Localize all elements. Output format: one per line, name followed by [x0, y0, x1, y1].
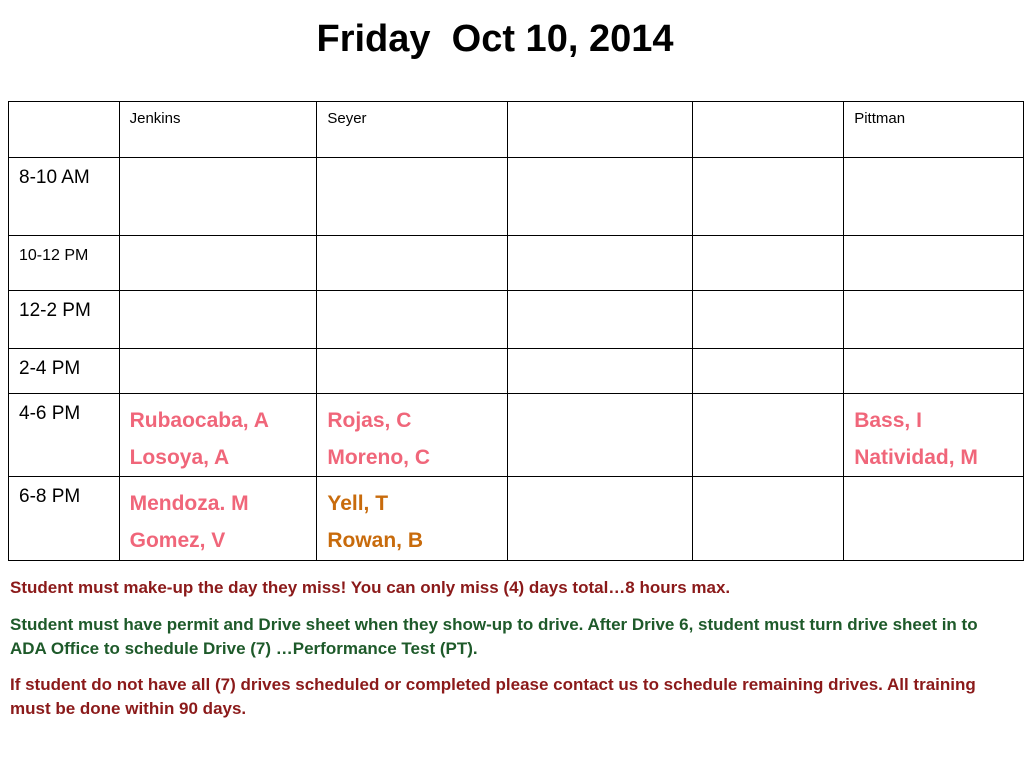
- header-cell-empty-1: [507, 102, 692, 158]
- slot-cell: [507, 236, 692, 291]
- slot-cell: [844, 158, 1024, 236]
- time-cell: 8-10 AM: [9, 158, 120, 236]
- slot-cell: [119, 349, 317, 394]
- slot-cell: [844, 394, 1024, 477]
- slot-cell: [692, 349, 843, 394]
- slot-cell: [844, 236, 1024, 291]
- time-cell: 12-2 PM: [9, 291, 120, 349]
- makeup-note: Student must make-up the day they miss! You can only miss (4) days total…8 hours max.: [10, 578, 731, 597]
- page-title: Friday Oct 10, 2014: [316, 18, 674, 60]
- header-cell-pittman: Pittman: [844, 102, 1024, 158]
- student-name: Gomez, V: [129, 529, 226, 552]
- slot-cell: [119, 158, 317, 236]
- header-cell-jenkins: Jenkins: [119, 102, 317, 158]
- permit-note: Student must have permit and Drive sheet when they show-up to drive. After Drive 6, student must turn drive sheet in to ADA Office to schedule Drive (7) …Performance Test (PT).: [10, 615, 978, 658]
- slot-cell: [507, 158, 692, 236]
- slot-cell: [507, 291, 692, 349]
- time-cell: 10-12 PM: [9, 236, 120, 291]
- student-name: Losoya, A: [129, 446, 230, 469]
- header-cell-seyer: Seyer: [317, 102, 508, 158]
- table-row: [9, 291, 1024, 349]
- slot-cell: [844, 477, 1024, 561]
- schedule-table: [8, 101, 1024, 561]
- table-row: [9, 477, 1024, 561]
- slot-cell: [317, 349, 508, 394]
- slot-cell: [692, 291, 843, 349]
- student-name: Rojas, C: [327, 409, 412, 432]
- student-name: Natividad, M: [854, 446, 978, 469]
- slot-cell: [692, 477, 843, 561]
- slot-cell: [507, 349, 692, 394]
- student-name: Rowan, B: [327, 529, 424, 552]
- student-name: Yell, T: [327, 492, 389, 515]
- slot-cell: [317, 291, 508, 349]
- student-name: Moreno, C: [327, 446, 431, 469]
- slot-cell: [507, 477, 692, 561]
- header-cell-time: [9, 102, 120, 158]
- slot-cell: [507, 394, 692, 477]
- slot-cell: [692, 394, 843, 477]
- table-row: [9, 349, 1024, 394]
- table-row: [9, 394, 1024, 477]
- slot-cell: [119, 291, 317, 349]
- student-name: Mendoza. M: [129, 492, 249, 515]
- slot-cell: [317, 236, 508, 291]
- slot-cell: [692, 158, 843, 236]
- time-cell: 6-8 PM: [9, 477, 120, 561]
- slot-cell: [119, 236, 317, 291]
- header-cell-empty-2: [692, 102, 843, 158]
- student-name: Rubaocaba, A: [129, 409, 269, 432]
- slot-cell: [844, 349, 1024, 394]
- slot-cell: [317, 394, 508, 477]
- slot-cell: [119, 477, 317, 561]
- slot-cell: [317, 158, 508, 236]
- scheduling-note: If student do not have all (7) drives scheduled or completed please contact us to schedule remaining drives. All training must be done within 90 days.: [10, 675, 976, 718]
- slot-cell: [692, 236, 843, 291]
- slot-cell: [119, 394, 317, 477]
- slot-cell: [317, 477, 508, 561]
- time-cell: 4-6 PM: [9, 394, 120, 477]
- slot-cell: [844, 291, 1024, 349]
- student-name: Bass, I: [854, 409, 922, 432]
- header-row: [9, 102, 1024, 158]
- time-cell: 2-4 PM: [9, 349, 120, 394]
- table-row: [9, 158, 1024, 236]
- table-row: [9, 236, 1024, 291]
